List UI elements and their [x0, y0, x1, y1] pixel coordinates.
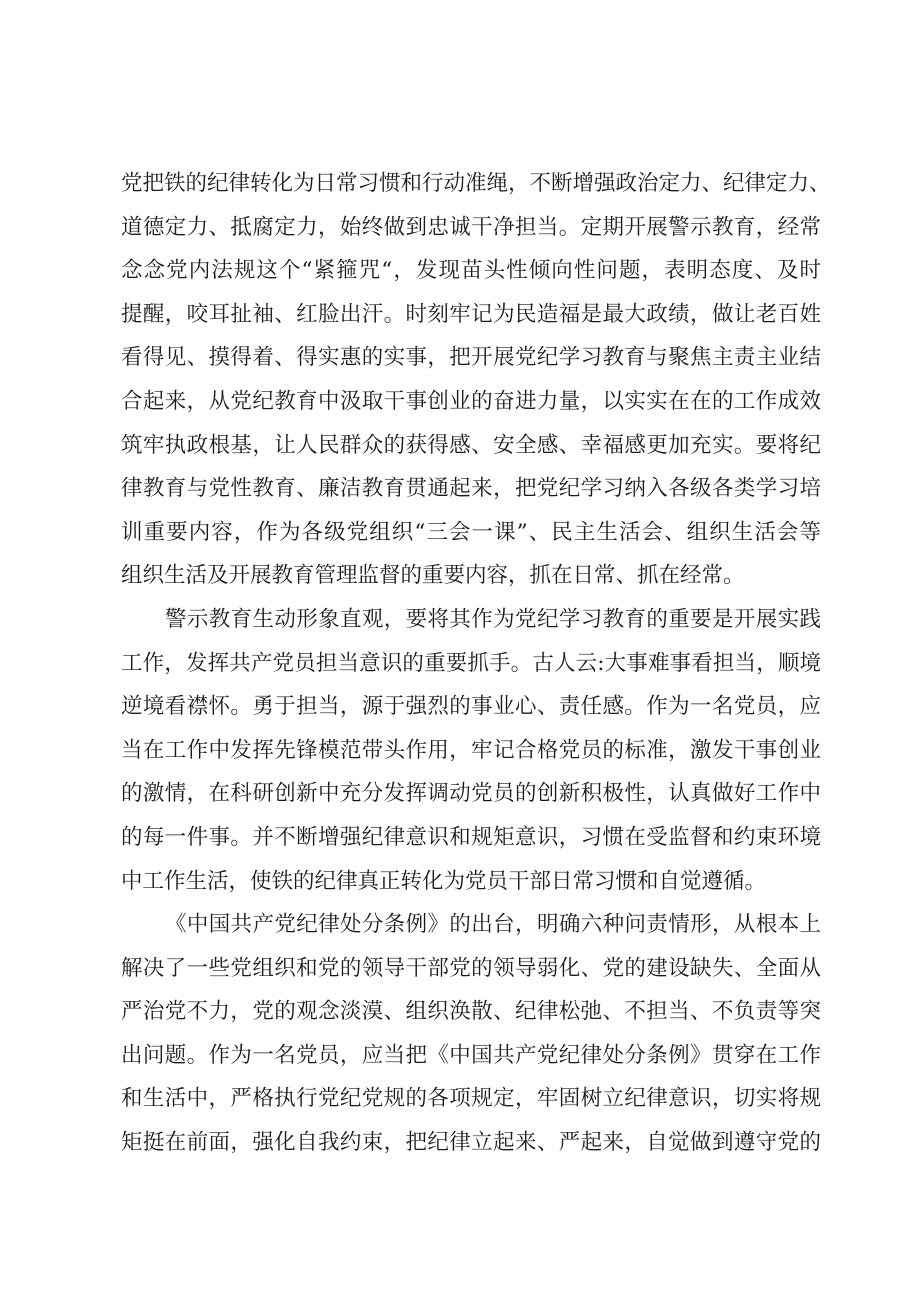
text-line: 解决了一些党组织和党的领导干部党的领导弱化、党的建设缺失、全面从 [121, 955, 821, 981]
document-body [121, 162, 831, 1165]
text-line: 出问题。作为一名党员，应当把《中国共产党纪律处分条例》贯穿在工作 [121, 1042, 821, 1068]
text-line: 党把铁的纪律转化为日常习惯和行动准绳，不断增强政治定力、纪律定力、 [121, 171, 831, 196]
text-line: 严治党不力，党的观念淡漠、组织涣散、纪律松弛、不担当、不负责等突 [121, 999, 821, 1025]
text-line: 道德定力、抵腐定力，始终做到忠诚干净担当。定期开展警示教育，经常 [121, 214, 821, 240]
text-line: 提醒，咬耳扯袖、红脸出汗。时刻牢记为民造福是最大政绩，做让老百姓 [121, 301, 821, 327]
text-line: 和生活中，严格执行党纪党规的各项规定，牢固树立纪律意识，切实将规 [121, 1086, 821, 1112]
paragraph-first-line: 警示教育生动形象直观，要将其作为党纪学习教育的重要是开展实践 [165, 606, 821, 632]
text-line: 合起来，从党纪教育中汲取干事创业的奋进力量，以实实在在的工作成效 [121, 388, 821, 414]
text-line: 的激情，在科研创新中充分发挥调动党员的创新积极性，认真做好工作中 [121, 781, 821, 807]
text-line: 矩挺在前面，强化自我约束，把纪律立起来、严起来，自觉做到遵守党的 [121, 1130, 821, 1156]
text-line: 组织生活及开展教育管理监督的重要内容，抓在日常、抓在经常。 [121, 563, 745, 589]
text-line: 训重要内容，作为各级党组织“三会一课”、民主生活会、组织生活会等 [121, 519, 821, 545]
text-line: 逆境看襟怀。勇于担当，源于强烈的事业心、责任感。作为一名党员，应 [121, 694, 821, 720]
text-line: 筑牢执政根基，让人民群众的获得感、安全感、幸福感更加充实。要将纪 [121, 432, 821, 458]
text-line: 念念党内法规这个“紧箍咒“，发现苗头性倾向性问题，表明态度、及时 [121, 258, 821, 284]
text-line: 中工作生活，使铁的纪律真正转化为党员干部日常习惯和自觉遵循。 [121, 868, 767, 894]
text-line: 的每一件事。并不断增强纪律意识和规矩意识，习惯在受监督和约束环境 [121, 824, 821, 850]
text-line: 工作，发挥共产党员担当意识的重要抓手。古人云:大事难事看担当，顺境 [121, 650, 821, 676]
text-line: 看得见、摸得着、得实惠的实事，把开展党纪学习教育与聚焦主责主业结 [121, 345, 821, 371]
text-line: 当在工作中发挥先锋模范带头作用，牢记合格党员的标准，激发干事创业 [121, 737, 821, 763]
paragraph-first-line: 《中国共产党纪律处分条例》的出台，明确六种问责情形，从根本上 [165, 912, 821, 938]
text-line: 律教育与党性教育、廉洁教育贯通起来，把党纪学习纳入各级各类学习培 [121, 476, 821, 502]
